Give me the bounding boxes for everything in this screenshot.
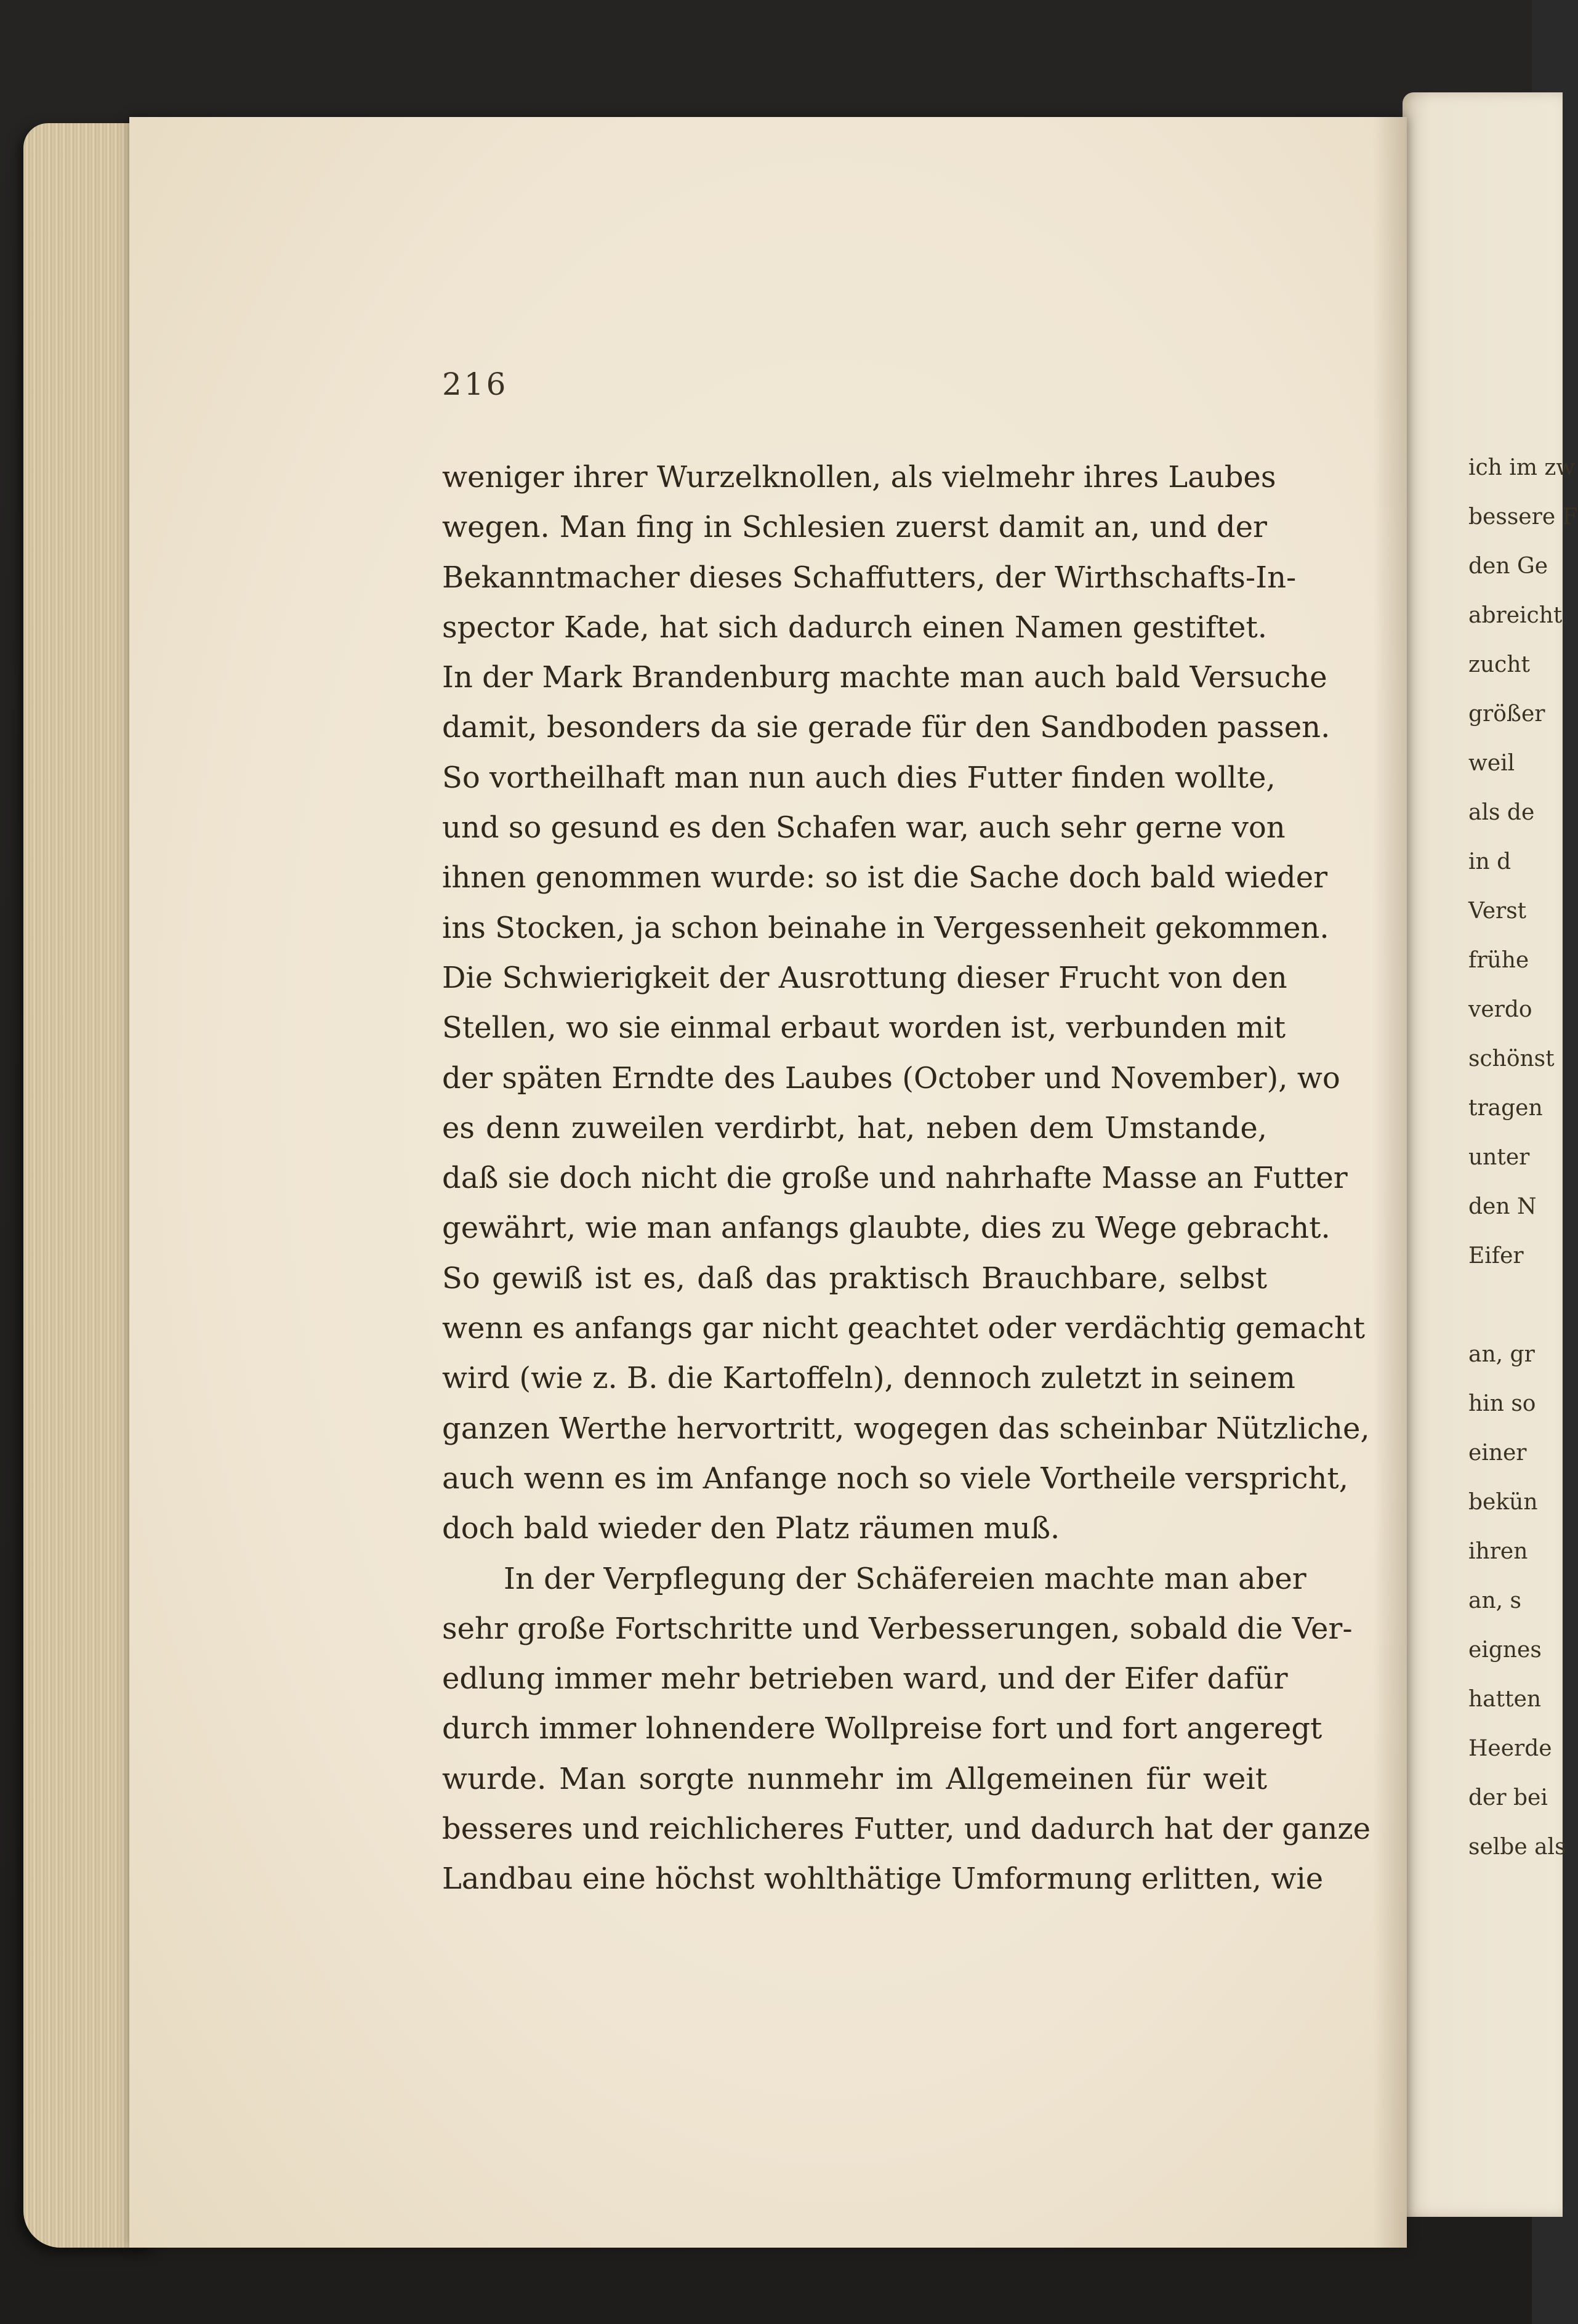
gutter-shadow xyxy=(1373,117,1407,2248)
text-line: doch bald wieder den Platz räumen muß. xyxy=(442,1511,1060,1546)
text-line: In der Verpflegung der Schäfereien machte man aber xyxy=(504,1561,1306,1596)
text-line: edlung immer mehr betrieben ward, und der Eifer dafür xyxy=(442,1661,1288,1697)
facing-page-line: an, s xyxy=(1468,1588,1522,1613)
text-line: ganzen Werthe hervortritt, wogegen das scheinbar Nützliche, xyxy=(442,1411,1370,1446)
facing-page-line: Eifer xyxy=(1468,1243,1524,1269)
text-line: auch wenn es im Anfange noch so viele Vortheile verspricht, xyxy=(442,1461,1348,1496)
text-line: So gewiß ist es, daß das praktisch Brauchbare, selbst xyxy=(442,1261,1267,1296)
facing-page-line: einer xyxy=(1468,1440,1527,1466)
facing-page-text xyxy=(1468,443,1578,1872)
facing-page-line: der bei xyxy=(1468,1785,1548,1810)
facing-page-line: an, gr xyxy=(1468,1342,1535,1367)
text-line: spector Kade, hat sich dadurch einen Namen gestiftet. xyxy=(442,610,1267,645)
facing-page-line: hatten xyxy=(1468,1687,1542,1712)
text-line: gewährt, wie man anfangs glaubte, dies zu Wege gebracht. xyxy=(442,1211,1330,1246)
text-line: wenn es anfangs gar nicht geachtet oder verdächtig gemacht xyxy=(442,1311,1366,1346)
facing-page-line: eignes xyxy=(1468,1637,1542,1663)
text-line: So vortheilhaft man nun auch dies Futter finden wollte, xyxy=(442,760,1276,795)
text-line: ihnen genommen wurde: so ist die Sache doch bald wieder xyxy=(442,860,1328,895)
facing-page-line: ich im zw xyxy=(1468,455,1576,480)
facing-page-line: hin so xyxy=(1468,1391,1536,1416)
text-line: In der Mark Brandenburg machte man auch bald Versuche xyxy=(442,660,1327,695)
facing-page-line: größer xyxy=(1468,701,1545,727)
text-line: ins Stocken, ja schon beinahe in Vergessenheit gekommen. xyxy=(442,910,1329,945)
text-line: der späten Erndte des Laubes (October und November), wo xyxy=(442,1060,1340,1095)
text-line: damit, besonders da sie gerade für den Sandboden passen. xyxy=(442,710,1330,745)
facing-page-line: den N xyxy=(1468,1194,1537,1219)
text-line: Landbau eine höchst wohlthätige Umformung erlitten, wie xyxy=(442,1862,1324,1897)
facing-page-line: verdo xyxy=(1468,997,1532,1022)
facing-page-line: bekün xyxy=(1468,1490,1538,1515)
facing-page-line: den Ge xyxy=(1468,554,1548,579)
facing-page-line: weil xyxy=(1468,751,1515,776)
facing-page-line xyxy=(1468,1281,1536,1330)
facing-page-line: in d xyxy=(1468,849,1512,874)
text-line: besseres und reichlicheres Futter, und dadurch hat der ganze xyxy=(442,1812,1371,1847)
text-line: es denn zuweilen verdirbt, hat, neben dem Umstande, xyxy=(442,1110,1267,1145)
text-line: sehr große Fortschritte und Verbesserungen, sobald die Ver- xyxy=(442,1611,1353,1646)
text-line: Stellen, wo sie einmal erbaut worden ist, verbunden mit xyxy=(442,1011,1286,1046)
text-line: wegen. Man fing in Schlesien zuerst damit an, und der xyxy=(442,510,1267,545)
facing-page-line: zucht xyxy=(1468,652,1530,677)
text-line: Bekanntmacher dieses Schaffutters, der Wirthschafts-In- xyxy=(442,560,1297,595)
text-line: weniger ihrer Wurzelknollen, als vielmehr ihres Laubes xyxy=(442,460,1276,494)
facing-page-line: abreicht xyxy=(1468,603,1563,628)
facing-page-line: ihren xyxy=(1468,1539,1528,1564)
facing-page-line: schönst xyxy=(1468,1046,1555,1071)
text-line: durch immer lohnendere Wollpreise fort und fort angeregt xyxy=(442,1711,1322,1746)
text-line: daß sie doch nicht die große und nahrhafte Masse an Futter xyxy=(442,1161,1348,1196)
facing-page-line: tragen xyxy=(1468,1095,1543,1121)
facing-page-line: bessere F xyxy=(1468,504,1578,530)
text-line: wurde. Man sorgte nunmehr im Allgemeinen für weit xyxy=(442,1761,1267,1796)
facing-page-line: selbe als xyxy=(1468,1834,1566,1860)
body-text xyxy=(442,453,1371,1905)
text-line: wird (wie z. B. die Kartoffeln), dennoch zuletzt in seinem xyxy=(442,1361,1295,1396)
facing-page-line: frühe xyxy=(1468,948,1529,973)
facing-page-line: Heerde xyxy=(1468,1736,1552,1761)
facing-page-line: als de xyxy=(1468,800,1535,825)
facing-page-line: Verst xyxy=(1468,898,1527,924)
page-number: 216 xyxy=(442,366,509,402)
text-line: und so gesund es den Schafen war, auch sehr gerne von xyxy=(442,810,1286,845)
facing-page-line: unter xyxy=(1468,1145,1530,1170)
text-line: Die Schwierigkeit der Ausrottung dieser Frucht von den xyxy=(442,960,1287,995)
